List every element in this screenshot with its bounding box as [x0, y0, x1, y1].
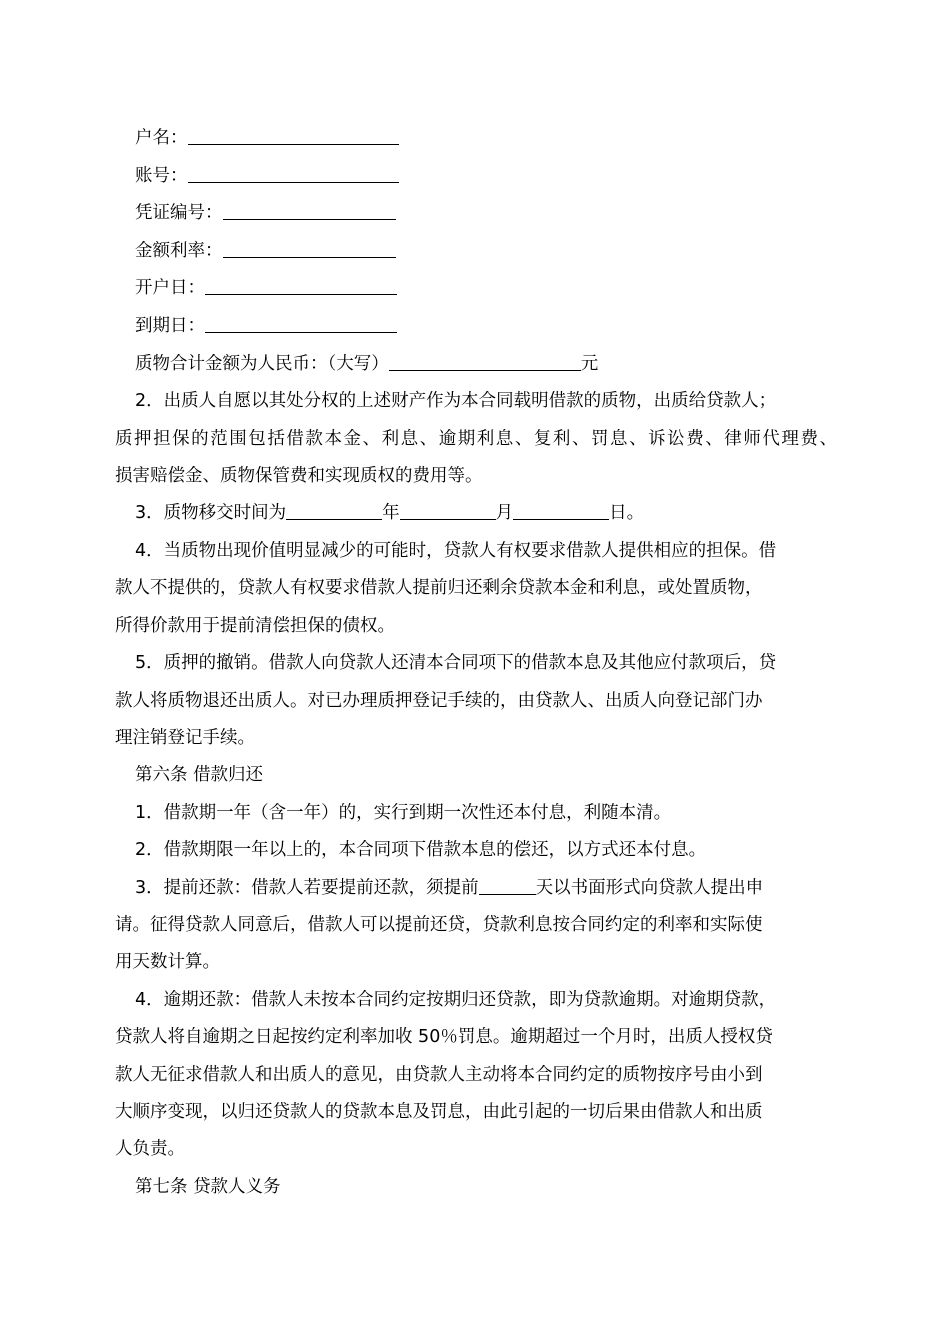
blank-line[interactable] — [286, 503, 382, 520]
p4-line3: 所得价款用于提前清偿担保的债权。 — [115, 616, 395, 636]
p4-line2: 款人不提供的，贷款人有权要求借款人提前归还剩余贷款本金和利息，或处置质物， — [115, 578, 763, 598]
blank-line[interactable] — [188, 128, 399, 145]
blank-line[interactable] — [223, 203, 396, 220]
p4-line1: 4．当质物出现价值明显减少的可能时，贷款人有权要求借款人提供相应的担保。借 — [135, 541, 777, 561]
blank-line[interactable] — [400, 503, 496, 520]
p2-line2: 质押担保的范围包括借款本金、利息、逾期利息、复利、罚息、诉讼费、律师代理费、 — [115, 429, 837, 449]
field-open-date: 开户日： — [135, 277, 397, 299]
p2-line1: 2．出质人自愿以其处分权的上述财产作为本合同载明借款的质物，出质给贷款人； — [135, 391, 777, 411]
a6-p3-line1: 3．提前还款：借款人若要提前还款，须提前 天以书面形式向贷款人提出申 — [135, 878, 764, 898]
article-6-heading: 第六条 借款归还 — [135, 765, 264, 785]
blank-line[interactable] — [223, 241, 396, 258]
field-account-name: 户名： — [135, 127, 399, 149]
p5-line3: 理注销登记手续。 — [115, 728, 255, 748]
a6-p3-line3: 用天数计算。 — [115, 952, 220, 972]
field-amount-rate: 金额利率： — [135, 240, 396, 262]
a6-p2: 2．借款期限一年以上的，本合同项下借款本息的偿还，以方式还本付息。 — [135, 840, 707, 860]
field-account-number: 账号： — [135, 165, 399, 187]
a6-p4-line5: 人负责。 — [115, 1139, 185, 1159]
blank-line[interactable] — [513, 503, 609, 520]
a6-p1: 1．借款期一年（含一年）的，实行到期一次性还本付息，利随本清。 — [135, 803, 672, 823]
p3-line: 3．质物移交时间为 年 月 日。 — [135, 503, 645, 523]
a6-p3-line2: 请。征得贷款人同意后，借款人可以提前还贷，贷款利息按合同约定的利率和实际使 — [115, 915, 763, 935]
a6-p4-line4: 大顺序变现，以归还贷款人的贷款本息及罚息，由此引起的一切后果由借款人和出质 — [115, 1102, 763, 1122]
field-voucher-number: 凭证编号： — [135, 202, 396, 224]
a6-p4-line1: 4．逾期还款：借款人未按本合同约定按期归还贷款，即为贷款逾期。对逾期贷款， — [135, 990, 777, 1010]
blank-line[interactable] — [205, 316, 397, 333]
field-due-date: 到期日： — [135, 315, 397, 337]
blank-line[interactable] — [188, 166, 399, 183]
a6-p4-line2: 贷款人将自逾期之日起按约定利率加收 50％罚息。逾期超过一个月时，出质人授权贷 — [115, 1027, 773, 1047]
p2-line3: 损害赔偿金、质物保管费和实现质权的费用等。 — [115, 466, 483, 486]
blank-line[interactable] — [389, 354, 581, 371]
p5-line1: 5．质押的撤销。借款人向贷款人还清本合同项下的借款本息及其他应付款项后，贷 — [135, 653, 777, 673]
blank-line[interactable] — [205, 278, 397, 295]
article-7-heading: 第七条 贷款人义务 — [135, 1177, 281, 1197]
total-amount-line: 质物合计金额为人民币：（大写） 元 — [135, 354, 599, 374]
a6-p4-line3: 款人无征求借款人和出质人的意见，由贷款人主动将本合同约定的质物按序号由小到 — [115, 1065, 763, 1085]
blank-line[interactable] — [479, 878, 536, 895]
p5-line2: 款人将质物退还出质人。对已办理质押登记手续的，由贷款人、出质人向登记部门办 — [115, 691, 763, 711]
